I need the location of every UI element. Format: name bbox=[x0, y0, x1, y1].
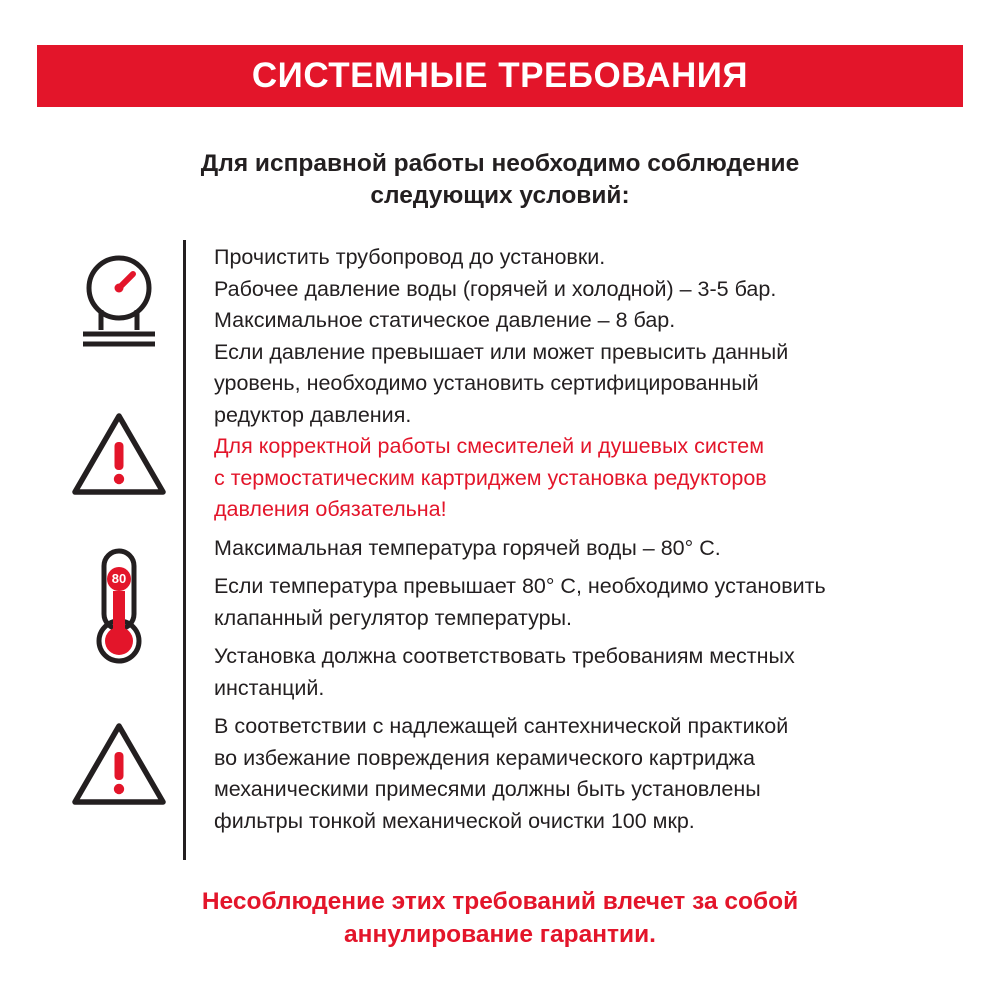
subtitle-line-2: следующих условий: bbox=[370, 182, 630, 210]
icon-column bbox=[55, 240, 183, 860]
requirement-line: Установка должна соответствовать требованиям местных bbox=[214, 644, 795, 669]
warning-triangle-icon bbox=[55, 718, 183, 810]
thermometer-value: 80 bbox=[111, 571, 127, 586]
requirement-line: Прочистить трубопровод до установки. bbox=[214, 245, 606, 269]
requirement-line: инстанций. bbox=[214, 675, 325, 700]
requirement-line-warning: давления обязательна! bbox=[214, 497, 447, 522]
requirement-line: уровень, необходимо установить сертифицированный bbox=[214, 371, 759, 396]
requirement-line: во избежание повреждения керамического картриджа bbox=[214, 745, 755, 770]
requirements-text bbox=[214, 240, 945, 837]
requirement-line: Максимальное статическое давление – 8 бар. bbox=[214, 308, 676, 333]
warning-triangle-icon bbox=[55, 408, 183, 500]
header-banner bbox=[37, 45, 963, 107]
vertical-divider bbox=[183, 240, 186, 860]
requirement-line-warning: Для корректной работы смесителей и душевых систем bbox=[214, 434, 765, 459]
footer-warning bbox=[100, 885, 900, 952]
requirement-line: клапанный регулятор температуры. bbox=[214, 605, 573, 630]
requirements-block bbox=[55, 240, 945, 860]
requirement-line: механическими примесями должны быть установлены bbox=[214, 777, 761, 802]
requirement-line: В соответствии с надлежащей сантехнической практикой bbox=[214, 714, 789, 739]
requirement-line: фильтры тонкой механической очистки 100 мкр. bbox=[214, 808, 695, 833]
subtitle-line-1: Для исправной работы необходимо соблюдение bbox=[200, 150, 800, 177]
requirement-line: Максимальная температура горячей воды – 80° С. bbox=[214, 535, 721, 560]
requirement-line: Рабочее давление воды (горячей и холодной) – 3-5 бар. bbox=[214, 276, 777, 301]
page-title: СИСТЕМНЫЕ ТРЕБОВАНИЯ bbox=[251, 56, 749, 95]
pressure-gauge-icon bbox=[55, 248, 183, 352]
requirement-line: редуктор давления. bbox=[214, 402, 412, 427]
requirement-line-warning: с термостатическим картриджем установка редукторов bbox=[214, 465, 767, 490]
footer-line-2: аннулирование гарантии. bbox=[344, 921, 656, 949]
requirement-line: Если давление превышает или может превысить данный bbox=[214, 339, 789, 364]
requirement-line: Если температура превышает 80° С, необходимо установить bbox=[214, 574, 826, 599]
subtitle bbox=[100, 148, 900, 213]
thermometer-icon bbox=[55, 545, 183, 669]
footer-line-1: Несоблюдение этих требований влечет за собой bbox=[201, 888, 799, 915]
